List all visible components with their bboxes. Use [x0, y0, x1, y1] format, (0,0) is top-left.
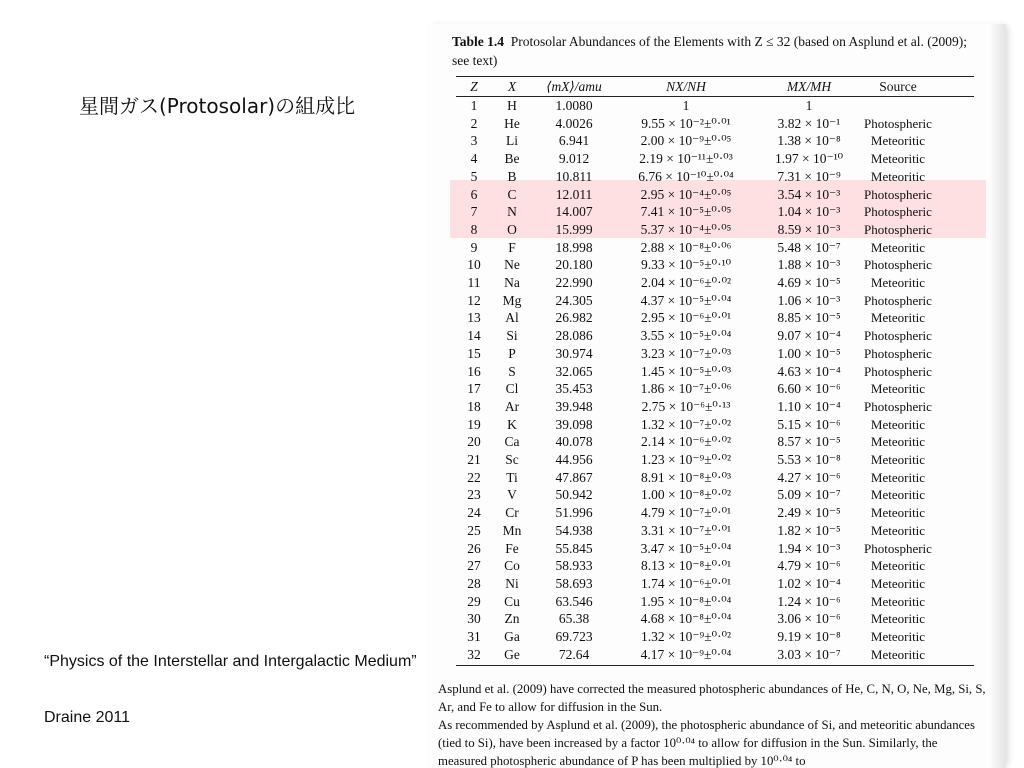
table-row [426, 505, 1006, 523]
cell-mass: 9.012 [558, 151, 590, 167]
cell-source: Photospheric [864, 221, 932, 237]
cell-source: Meteoritic [870, 416, 926, 432]
table-row [426, 293, 1006, 311]
cell-number-ratio: 3.47 × 10⁻⁵±⁰·⁰⁴ [640, 540, 732, 556]
cell-source: Meteoritic [870, 505, 926, 521]
cell-mass-ratio: 4.79 × 10⁻⁶ [777, 558, 841, 574]
cell-element: Sc [505, 452, 519, 467]
cell-source: Photospheric [864, 540, 932, 556]
table-row [426, 116, 1006, 134]
cell-mass: 39.098 [555, 416, 593, 432]
cell-mass: 63.546 [555, 593, 593, 609]
cell-mass-ratio: 5.53 × 10⁻⁸ [777, 452, 841, 467]
header-mass: ⟨mX⟩/amu [546, 79, 602, 94]
cell-mass-ratio: 1.04 × 10⁻³ [777, 204, 841, 220]
table-row [426, 364, 1006, 382]
cell-element: Cl [505, 381, 519, 397]
cell-element: V [507, 487, 517, 503]
cell-mass: 28.086 [555, 328, 593, 344]
cell-number-ratio: 2.95 × 10⁻⁴±⁰·⁰⁵ [640, 186, 732, 202]
cell-source: Meteoritic [870, 133, 926, 149]
cell-number-ratio: 1.86 × 10⁻⁷±⁰·⁰⁶ [640, 381, 732, 397]
header-mass-ratio: MX/MH [786, 79, 832, 94]
cell-z: 12 [467, 292, 481, 308]
cell-source: Meteoritic [870, 611, 926, 627]
cell-z: 32 [467, 646, 481, 662]
header-source: Source [879, 79, 917, 94]
cell-source: Meteoritic [870, 168, 926, 184]
cell-mass: 1.0080 [555, 98, 593, 113]
cell-number-ratio: 3.55 × 10⁻⁵±⁰·⁰⁴ [640, 328, 732, 344]
cell-mass: 15.999 [555, 221, 593, 237]
cell-mass-ratio: 8.57 × 10⁻⁵ [777, 434, 841, 450]
cell-mass: 24.305 [555, 292, 593, 308]
cell-number-ratio: 1.32 × 10⁻⁹±⁰·⁰² [640, 629, 732, 644]
cell-mass-ratio: 1.94 × 10⁻³ [777, 540, 841, 556]
cell-z: 15 [467, 345, 481, 361]
cell-element: Ca [504, 434, 520, 450]
cell-z: 27 [467, 558, 481, 574]
cell-element: Si [506, 328, 518, 344]
cell-number-ratio: 4.37 × 10⁻⁵±⁰·⁰⁴ [640, 292, 732, 308]
note-paragraph-2: As recommended by Asplund et al. (2009), the photospheric abundance of Si, and meteoritic abundances (tied to Si), have been increased by a factor 10⁰·⁰⁴ to allow for diffusion in the Sun. Similarly, the measured photospheric abundance of P has been multiplied by 10⁰·⁰⁴ to [438, 718, 975, 768]
table-row [426, 257, 1006, 275]
cell-number-ratio: 1.45 × 10⁻⁵±⁰·⁰³ [640, 363, 732, 379]
table-row [426, 576, 1006, 594]
cell-element: Mg [502, 292, 522, 308]
cell-mass: 65.38 [558, 611, 590, 627]
cell-element: Fe [505, 540, 519, 556]
cell-z: 8 [470, 221, 478, 237]
table-row [426, 187, 1006, 205]
cell-element: Mn [502, 522, 522, 538]
cell-element: Zn [504, 611, 520, 627]
table-row [426, 470, 1006, 488]
cell-number-ratio: 7.41 × 10⁻⁵±⁰·⁰⁵ [640, 204, 732, 220]
cell-mass: 22.990 [555, 275, 593, 290]
table-row [426, 275, 1006, 293]
cell-number-ratio: 2.19 × 10⁻¹¹±⁰·⁰³ [639, 151, 733, 167]
cell-element: F [508, 239, 516, 255]
cell-number-ratio: 2.00 × 10⁻⁹±⁰·⁰⁵ [640, 133, 732, 149]
cell-mass: 26.982 [555, 310, 593, 326]
cell-z: 1 [470, 98, 478, 113]
cell-number-ratio: 8.13 × 10⁻⁸±⁰·⁰¹ [640, 558, 732, 574]
header-z: Z [470, 79, 478, 94]
cell-z: 7 [470, 204, 478, 220]
cell-z: 24 [467, 505, 481, 521]
cell-element: Ar [504, 398, 520, 414]
table-caption-text: Protosolar Abundances of the Elements with Z ≤ 32 (based on Asplund et al. (2009); see text) [452, 34, 967, 68]
cell-mass: 55.845 [555, 540, 593, 556]
cell-mass-ratio: 3.54 × 10⁻³ [777, 186, 841, 202]
table-row [426, 346, 1006, 364]
cell-mass: 20.180 [555, 257, 593, 273]
table-row [426, 399, 1006, 417]
table-label: Table 1.4 [452, 34, 505, 49]
table-row [426, 647, 1006, 665]
cell-z: 2 [470, 115, 478, 131]
cell-element: Ni [505, 575, 519, 591]
cell-mass-ratio: 4.69 × 10⁻⁵ [777, 275, 841, 290]
cell-source: Photospheric [864, 363, 932, 379]
cell-z: 26 [467, 540, 481, 556]
cell-source: Meteoritic [870, 575, 926, 591]
cell-mass: 6.941 [558, 133, 590, 149]
table-row [426, 222, 1006, 240]
cell-z: 18 [467, 398, 481, 414]
cell-mass: 47.867 [555, 469, 593, 485]
cell-mass: 72.64 [558, 646, 590, 662]
citation-title: “Physics of the Interstellar and Intergalactic Medium” [44, 653, 417, 670]
cell-source: Meteoritic [870, 275, 926, 290]
cell-mass-ratio: 3.03 × 10⁻⁷ [777, 646, 841, 662]
cell-number-ratio: 1 [682, 98, 690, 113]
cell-z: 23 [467, 487, 481, 503]
cell-mass-ratio: 2.49 × 10⁻⁵ [777, 505, 841, 521]
cell-source: Meteoritic [870, 629, 926, 644]
table-header-rule [456, 96, 974, 97]
cell-z: 22 [467, 469, 481, 485]
cell-source: Photospheric [864, 292, 932, 308]
cell-mass: 18.998 [555, 239, 593, 255]
cell-z: 16 [467, 363, 481, 379]
slide-title: 星間ガス(Protosolar)の組成比 [79, 94, 356, 118]
cell-number-ratio: 1.23 × 10⁻⁹±⁰·⁰² [640, 452, 732, 467]
table-row [426, 487, 1006, 505]
table-bottom-rule [456, 665, 974, 666]
cell-number-ratio: 8.91 × 10⁻⁸±⁰·⁰³ [640, 469, 732, 485]
cell-number-ratio: 9.33 × 10⁻⁵±⁰·¹⁰ [640, 257, 732, 273]
table-row [426, 611, 1006, 629]
cell-mass: 14.007 [555, 204, 593, 220]
cell-mass-ratio: 9.19 × 10⁻⁸ [777, 629, 841, 644]
cell-element: Na [504, 275, 520, 290]
cell-z: 25 [467, 522, 481, 538]
cell-mass-ratio: 1.10 × 10⁻⁴ [777, 398, 841, 414]
cell-mass-ratio: 8.59 × 10⁻³ [777, 221, 841, 237]
cell-mass-ratio: 1.88 × 10⁻³ [777, 257, 841, 273]
cell-number-ratio: 3.23 × 10⁻⁷±⁰·⁰³ [640, 345, 732, 361]
cell-source: Meteoritic [870, 452, 926, 467]
cell-mass-ratio: 1.97 × 10⁻¹⁰ [774, 151, 844, 167]
cell-number-ratio: 1.74 × 10⁻⁶±⁰·⁰¹ [640, 575, 732, 591]
table-row [426, 523, 1006, 541]
cell-z: 14 [467, 328, 481, 344]
cell-mass: 39.948 [555, 398, 593, 414]
cell-z: 28 [467, 575, 481, 591]
cell-number-ratio: 3.31 × 10⁻⁷±⁰·⁰¹ [640, 522, 732, 538]
table-row [426, 452, 1006, 470]
cell-element: O [507, 221, 517, 237]
header-number-ratio: NX/NH [666, 79, 706, 94]
cell-number-ratio: 9.55 × 10⁻²±⁰·⁰¹ [641, 115, 731, 131]
table-row [426, 240, 1006, 258]
cell-mass-ratio: 1.24 × 10⁻⁶ [777, 593, 841, 609]
cell-z: 31 [467, 629, 481, 644]
cell-source: Photospheric [864, 257, 932, 273]
cell-mass: 50.942 [555, 487, 593, 503]
cell-number-ratio: 4.79 × 10⁻⁷±⁰·⁰¹ [640, 505, 732, 521]
cell-number-ratio: 1.00 × 10⁻⁸±⁰·⁰² [640, 487, 732, 503]
cell-z: 4 [470, 151, 478, 167]
cell-mass-ratio: 5.48 × 10⁻⁷ [777, 239, 841, 255]
cell-mass: 51.996 [555, 505, 593, 521]
cell-source: Meteoritic [870, 593, 926, 609]
cell-mass-ratio: 1.82 × 10⁻⁵ [777, 522, 841, 538]
cell-number-ratio: 1.32 × 10⁻⁷±⁰·⁰² [640, 416, 732, 432]
cell-mass-ratio: 6.60 × 10⁻⁶ [777, 381, 841, 397]
cell-source: Photospheric [864, 328, 932, 344]
cell-element: Ne [504, 257, 520, 273]
cell-element: Li [506, 133, 518, 149]
cell-mass: 58.933 [555, 558, 593, 574]
cell-number-ratio: 4.17 × 10⁻⁹±⁰·⁰⁴ [640, 646, 732, 662]
header-element: X [507, 79, 517, 94]
cell-element: Cr [505, 505, 519, 521]
cell-mass: 58.693 [555, 575, 593, 591]
cell-mass-ratio: 1.38 × 10⁻⁸ [777, 133, 841, 149]
cell-element: Ge [504, 646, 520, 662]
cell-z: 20 [467, 434, 481, 450]
cell-element: N [507, 204, 517, 220]
cell-mass: 35.453 [555, 381, 593, 397]
cell-mass-ratio: 1.06 × 10⁻³ [777, 292, 841, 308]
cell-z: 10 [467, 257, 481, 273]
cell-element: Be [504, 151, 520, 167]
cell-element: P [508, 345, 516, 361]
cell-source: Photospheric [864, 204, 932, 220]
table-row [426, 381, 1006, 399]
cell-z: 11 [467, 275, 481, 290]
book-page-scan [426, 24, 1006, 768]
cell-number-ratio: 4.68 × 10⁻⁸±⁰·⁰⁴ [640, 611, 732, 627]
cell-source: Photospheric [864, 186, 932, 202]
cell-z: 19 [467, 416, 481, 432]
cell-source: Photospheric [864, 115, 932, 131]
cell-source: Meteoritic [870, 310, 926, 326]
cell-source: Meteoritic [870, 646, 926, 662]
cell-source: Meteoritic [870, 434, 926, 450]
cell-element: H [507, 98, 517, 113]
cell-mass-ratio: 4.27 × 10⁻⁶ [777, 469, 841, 485]
cell-z: 21 [467, 452, 481, 467]
cell-number-ratio: 2.14 × 10⁻⁶±⁰·⁰² [640, 434, 732, 450]
table-notes [438, 680, 988, 768]
cell-mass-ratio: 1.00 × 10⁻⁵ [777, 345, 841, 361]
cell-element: Co [504, 558, 520, 574]
cell-number-ratio: 2.04 × 10⁻⁶±⁰·⁰² [640, 275, 732, 290]
cell-element: Ti [506, 469, 518, 485]
cell-number-ratio: 2.88 × 10⁻⁸±⁰·⁰⁶ [640, 239, 732, 255]
table-row [426, 328, 1006, 346]
cell-source: Meteoritic [870, 239, 926, 255]
table-row [426, 98, 1006, 116]
cell-element: C [507, 186, 517, 202]
cell-mass-ratio: 5.15 × 10⁻⁶ [777, 416, 841, 432]
cell-z: 6 [470, 186, 478, 202]
cell-number-ratio: 2.95 × 10⁻⁶±⁰·⁰¹ [640, 310, 732, 326]
cell-mass: 44.956 [555, 452, 593, 467]
cell-mass: 69.723 [555, 629, 593, 644]
cell-z: 13 [467, 310, 481, 326]
cell-source: Meteoritic [870, 487, 926, 503]
cell-mass-ratio: 7.31 × 10⁻⁹ [777, 168, 841, 184]
cell-z: 17 [467, 381, 481, 397]
table-row [426, 594, 1006, 612]
cell-mass-ratio: 3.06 × 10⁻⁶ [777, 611, 841, 627]
table-row [426, 204, 1006, 222]
cell-number-ratio: 5.37 × 10⁻⁴±⁰·⁰⁵ [640, 221, 732, 237]
cell-element: Cu [504, 593, 520, 609]
cell-element: Ga [504, 629, 520, 644]
cell-mass: 4.0026 [555, 115, 593, 131]
cell-source: Meteoritic [870, 558, 926, 574]
note-paragraph-1: Asplund et al. (2009) have corrected the measured photospheric abundances of He, C, N, O, Ne, Mg, Si, S, Ar, and Fe to allow for diffusion in the Sun. [438, 682, 986, 714]
cell-source: Meteoritic [870, 151, 926, 167]
cell-element: B [507, 168, 517, 184]
cell-mass-ratio: 8.85 × 10⁻⁵ [777, 310, 841, 326]
cell-element: K [507, 416, 517, 432]
cell-mass: 12.011 [555, 186, 593, 202]
cell-element: S [508, 363, 516, 379]
table-row [426, 310, 1006, 328]
table-row [426, 169, 1006, 187]
cell-mass-ratio: 5.09 × 10⁻⁷ [777, 487, 841, 503]
cell-mass-ratio: 9.07 × 10⁻⁴ [777, 328, 841, 344]
cell-element: Al [505, 310, 519, 326]
table-row [426, 151, 1006, 169]
cell-mass-ratio: 3.82 × 10⁻¹ [777, 115, 841, 131]
table-row [426, 434, 1006, 452]
cell-mass: 10.811 [555, 168, 593, 184]
cell-source: Meteoritic [870, 522, 926, 538]
table-row [426, 629, 1006, 647]
table-top-rule [456, 76, 974, 77]
cell-z: 29 [467, 593, 481, 609]
cell-source: Meteoritic [870, 381, 926, 397]
table-row [426, 133, 1006, 151]
cell-mass-ratio: 1 [805, 98, 813, 113]
cell-number-ratio: 2.75 × 10⁻⁶±⁰·¹³ [641, 398, 731, 414]
cell-number-ratio: 1.95 × 10⁻⁸±⁰·⁰⁴ [640, 593, 732, 609]
cell-element: He [504, 115, 520, 131]
cell-z: 9 [470, 239, 478, 255]
table-row [426, 417, 1006, 435]
cell-mass: 32.065 [555, 363, 593, 379]
cell-mass: 40.078 [555, 434, 593, 450]
cell-number-ratio: 6.76 × 10⁻¹⁰±⁰·⁰⁴ [638, 168, 734, 184]
cell-source: Photospheric [864, 345, 932, 361]
cell-mass: 30.974 [555, 345, 593, 361]
table-row [426, 558, 1006, 576]
table-caption [452, 32, 982, 70]
cell-z: 30 [467, 611, 481, 627]
cell-source: Photospheric [864, 398, 932, 414]
cell-source: Meteoritic [870, 469, 926, 485]
cell-z: 5 [470, 168, 478, 184]
cell-mass-ratio: 1.02 × 10⁻⁴ [777, 575, 841, 591]
cell-mass: 54.938 [555, 522, 593, 538]
table-row [426, 541, 1006, 559]
cell-mass-ratio: 4.63 × 10⁻⁴ [777, 363, 841, 379]
citation-author: Draine 2011 [44, 709, 130, 726]
cell-z: 3 [470, 133, 478, 149]
